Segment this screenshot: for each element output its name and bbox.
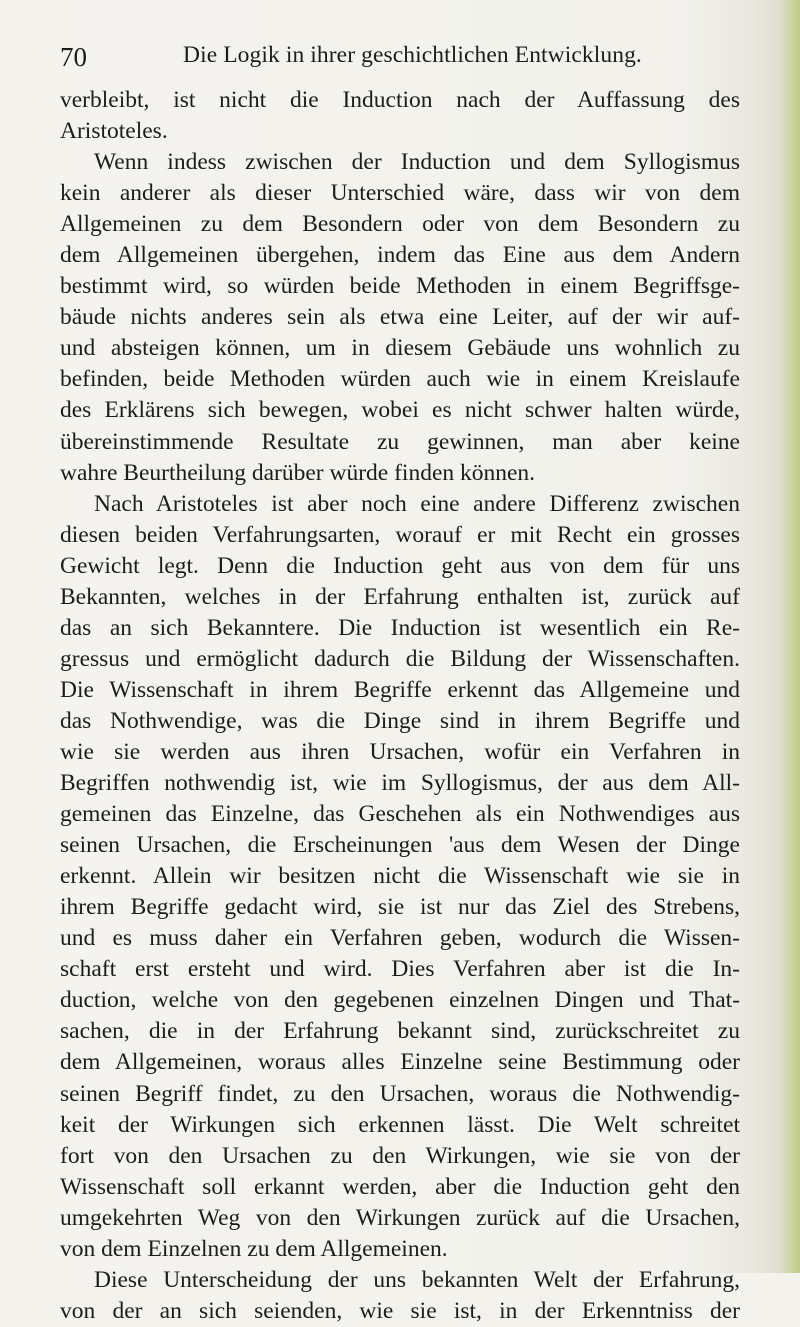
- text-line: seinen Begriff findet, zu den Ursachen, woraus die Nothwendig-: [60, 1080, 740, 1107]
- text-line: keit der Wirkungen sich erkennen lässt. Die Welt schreitet: [60, 1111, 740, 1138]
- running-head: Die Logik in ihrer geschichtlichen Entwicklung.: [183, 42, 642, 68]
- text-line: dem Allgemeinen übergehen, indem das Eine aus dem Andern: [60, 242, 740, 269]
- text-line: ihrem Begriffe gedacht wird, sie ist nur das Ziel des Strebens,: [60, 894, 740, 921]
- text-line: und es muss daher ein Verfahren geben, wodurch die Wissen-: [60, 925, 740, 952]
- text-line: duction, welche von den gegebenen einzelnen Dingen und That-: [60, 987, 740, 1014]
- text-line: des Erklärens sich bewegen, wobei es nicht schwer halten würde,: [60, 397, 740, 424]
- text-line: seinen Ursachen, die Erscheinungen 'aus dem Wesen der Dinge: [60, 832, 740, 859]
- text-line: sachen, die in der Erfahrung bekannt sind, zurückschreitet zu: [60, 1018, 740, 1045]
- text-line: Nach Aristoteles ist aber noch eine andere Differenz zwischen: [94, 490, 740, 517]
- page-number: 70: [60, 42, 87, 72]
- text-line: Diese Unterscheidung der uns bekannten Welt der Erfahrung,: [94, 1266, 740, 1293]
- text-line: Wissenschaft soll erkannt werden, aber die Induction geht den: [60, 1173, 740, 1200]
- text-line: diesen beiden Verfahrungsarten, worauf er mit Recht ein grosses: [60, 521, 740, 548]
- text-line: Gewicht legt. Denn die Induction geht aus von dem für uns: [60, 552, 740, 579]
- text-line: übereinstimmende Resultate zu gewinnen, man aber keine: [60, 428, 740, 455]
- text-line: Wenn indess zwischen der Induction und dem Syllogismus: [94, 149, 740, 176]
- text-line: schaft erst ersteht und wird. Dies Verfahren aber ist die In-: [60, 956, 740, 983]
- text-line: Bekannten, welches in der Erfahrung enthalten ist, zurück auf: [60, 583, 740, 610]
- text-line: wahre Beurtheilung darüber würde finden können.: [60, 459, 536, 486]
- body-text: [60, 85, 740, 1327]
- text-line: von dem Einzelnen zu dem Allgemeinen.: [60, 1235, 448, 1262]
- text-line: Aristoteles.: [60, 118, 168, 145]
- text-line: das Nothwendige, was die Dinge sind in ihrem Begriffe und: [60, 707, 740, 734]
- text-line: befinden, beide Methoden würden auch wie in einem Kreislaufe: [60, 366, 740, 393]
- text-line: Die Wissenschaft in ihrem Begriffe erkennt das Allgemeine und: [60, 676, 740, 703]
- text-line: von der an sich seienden, wie sie ist, in der Erkenntniss der: [60, 1297, 740, 1324]
- text-line: gemeinen das Einzelne, das Geschehen als ein Nothwendiges aus: [60, 801, 740, 828]
- text-line: verbleibt, ist nicht die Induction nach der Auffassung des: [60, 87, 740, 113]
- text-line: bestimmt wird, so würden beide Methoden in einem Begriffsge-: [60, 273, 740, 300]
- text-line: und absteigen können, um in diesem Gebäude uns wohnlich zu: [60, 335, 740, 362]
- text-line: umgekehrten Weg von den Wirkungen zurück auf die Ursachen,: [60, 1204, 740, 1231]
- text-line: Begriffen nothwendig ist, wie im Syllogismus, der aus dem All-: [60, 770, 740, 797]
- text-line: erkennt. Allein wir besitzen nicht die Wissenschaft wie sie in: [60, 863, 740, 890]
- text-line: wie sie werden aus ihren Ursachen, wofür ein Verfahren in: [60, 738, 740, 765]
- text-line: das an sich Bekanntere. Die Induction ist wesentlich ein Re-: [60, 614, 740, 641]
- text-line: gressus und ermöglicht dadurch die Bildung der Wissenschaften.: [60, 645, 740, 672]
- text-line: fort von den Ursachen zu den Wirkungen, wie sie von der: [60, 1142, 740, 1169]
- text-line: Allgemeinen zu dem Besondern oder von dem Besondern zu: [60, 211, 740, 238]
- page-header: [60, 40, 760, 74]
- page-edge-discoloration: [778, 0, 800, 1273]
- text-line: dem Allgemeinen, woraus alles Einzelne seine Bestimmung oder: [60, 1049, 740, 1076]
- text-line: bäude nichts anderes sein als etwa eine Leiter, auf der wir auf-: [60, 304, 740, 331]
- text-line: kein anderer als dieser Unterschied wäre, dass wir von dem: [60, 180, 740, 207]
